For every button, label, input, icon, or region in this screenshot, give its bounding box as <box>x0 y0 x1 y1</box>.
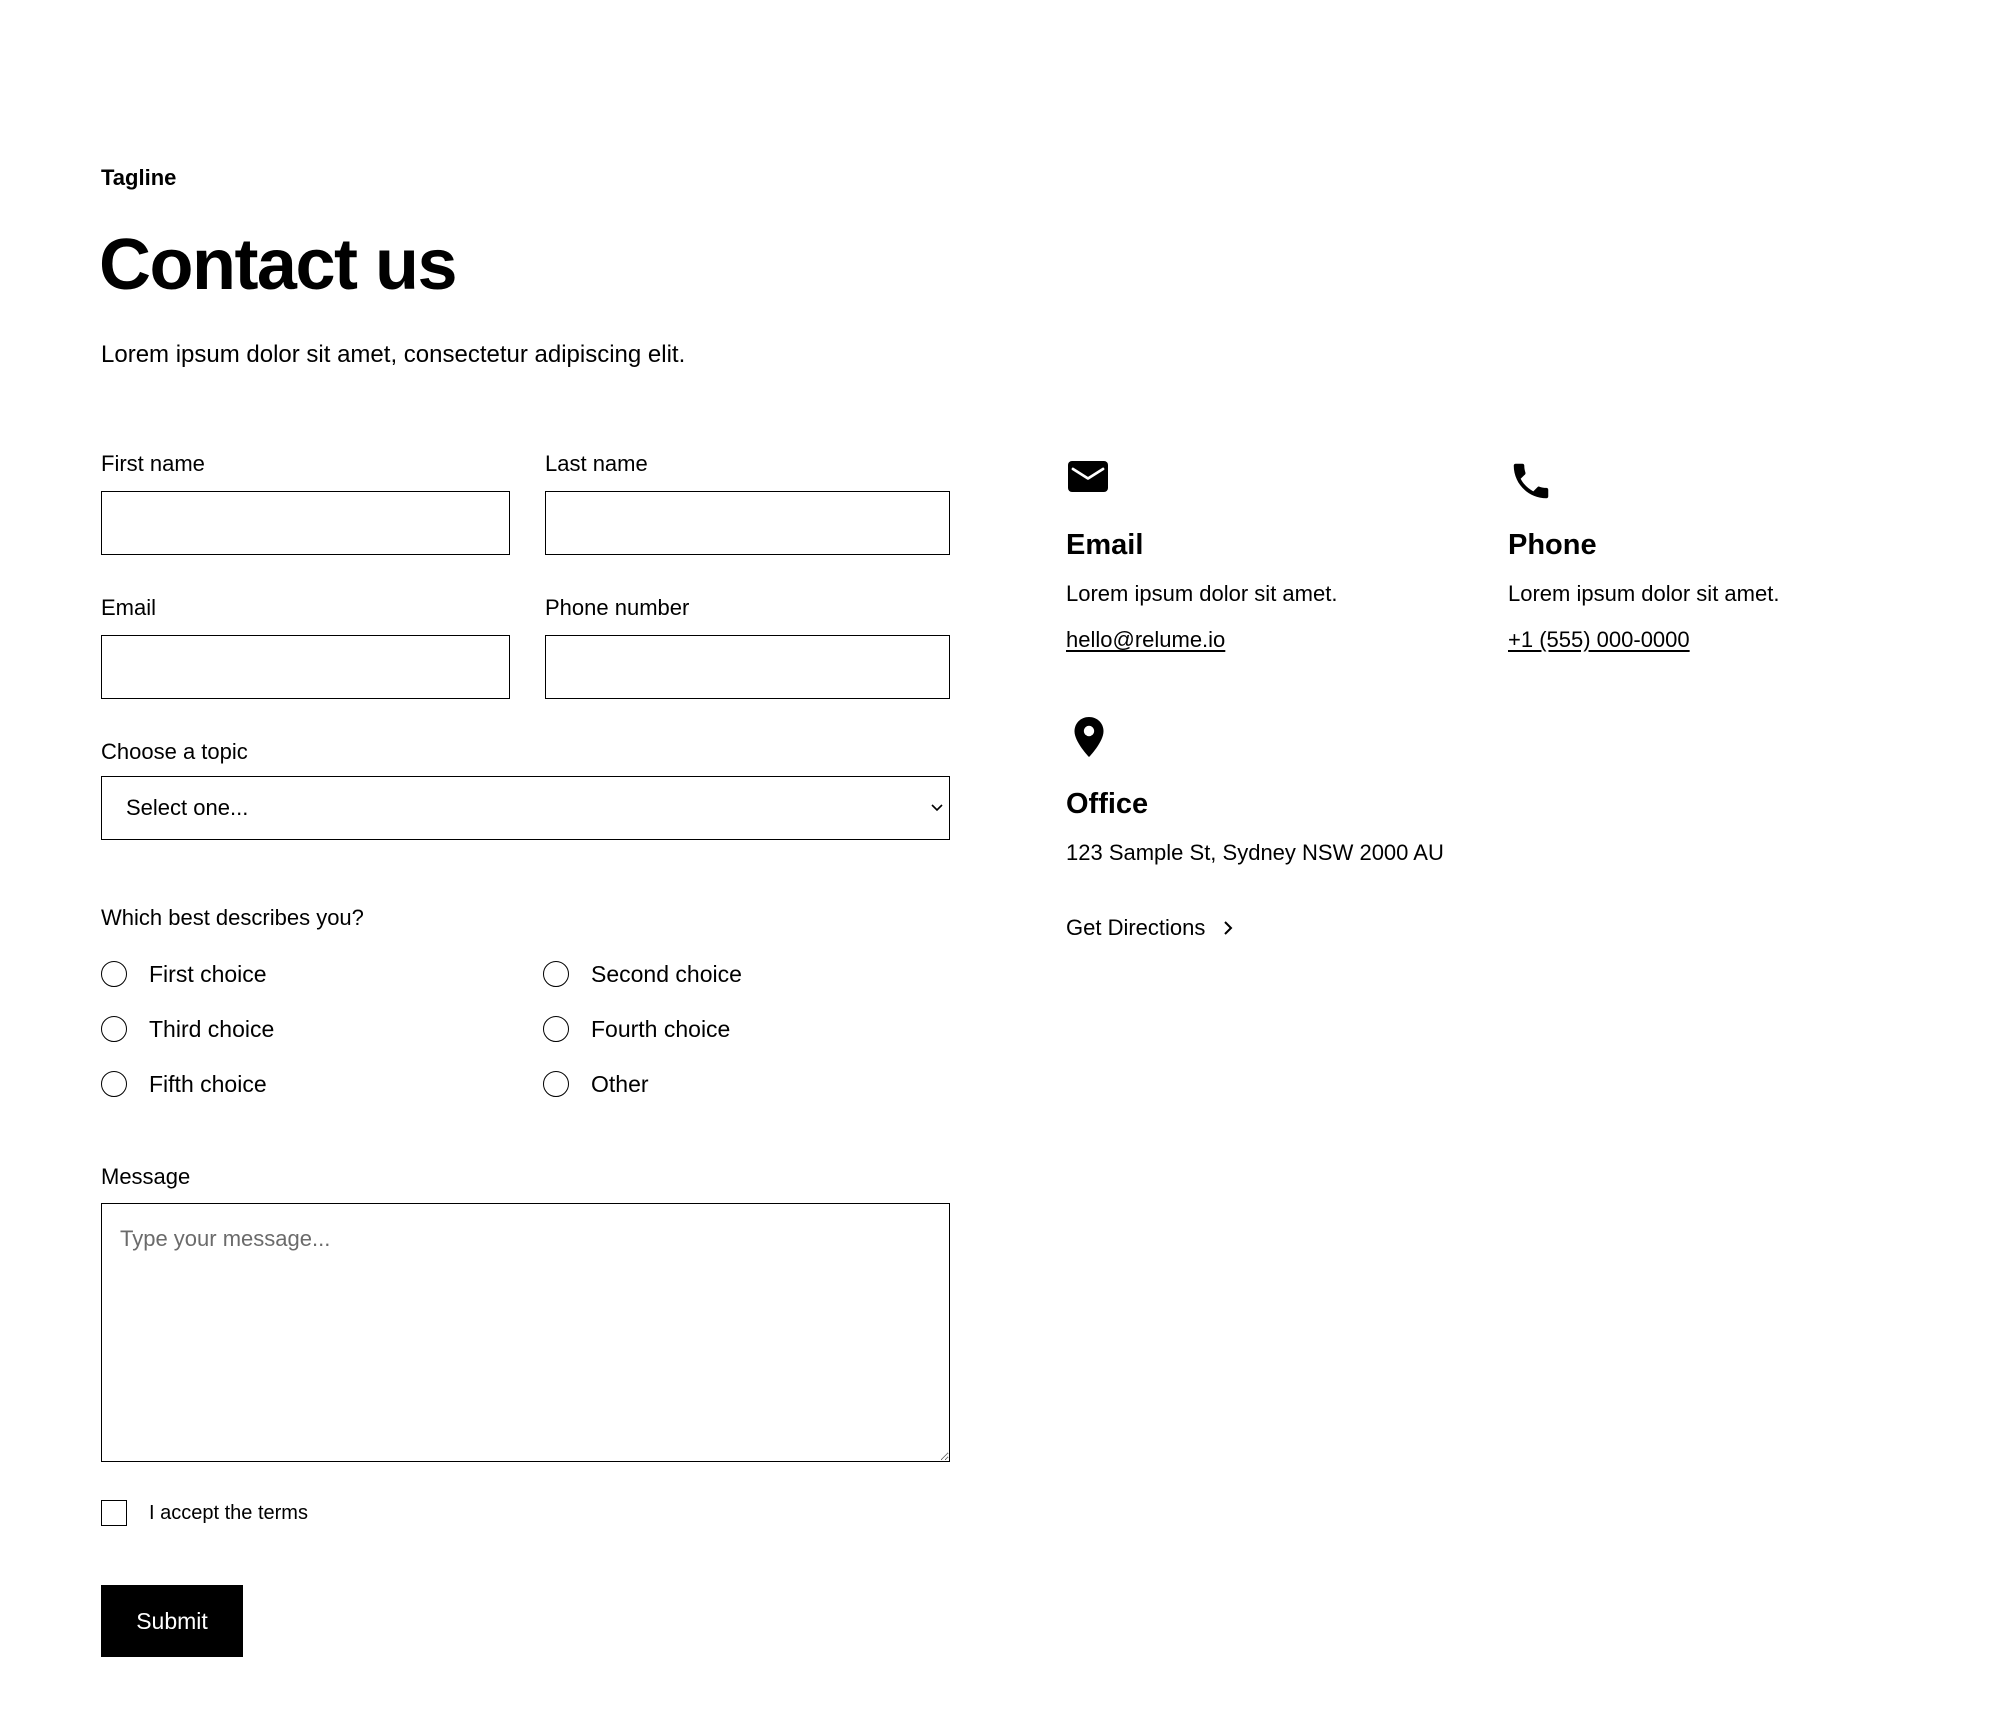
radio-option-label: Fourth choice <box>591 1016 731 1042</box>
radio-option-label: Second choice <box>591 961 742 987</box>
submit-button[interactable]: Submit <box>101 1585 243 1657</box>
first-name-label: First name <box>101 451 205 476</box>
get-directions-label: Get Directions <box>1066 915 1206 940</box>
last-name-label: Last name <box>545 451 648 476</box>
radio-button[interactable] <box>101 1016 127 1042</box>
message-label: Message <box>101 1164 191 1189</box>
chevron-down-icon <box>929 799 945 815</box>
message-textarea[interactable] <box>101 1203 950 1462</box>
phone-link[interactable]: +1 (555) 000-0000 <box>1508 627 1690 652</box>
first-name-field[interactable] <box>101 491 510 555</box>
terms-label[interactable]: I accept the terms <box>149 1502 308 1524</box>
radio-option-label: Other <box>591 1071 649 1097</box>
email-link[interactable]: hello@relume.io <box>1066 627 1226 652</box>
terms-checkbox[interactable] <box>101 1500 127 1526</box>
radio-button[interactable] <box>543 1071 569 1097</box>
email-label: Email <box>101 595 157 620</box>
email-field[interactable] <box>101 635 510 699</box>
radio-button[interactable] <box>101 961 127 987</box>
radio-button[interactable] <box>543 1016 569 1042</box>
radio-option-label: Third choice <box>149 1016 275 1042</box>
email-heading: Email <box>1066 529 1144 561</box>
last-name-field[interactable] <box>545 491 950 555</box>
intro-text: Lorem ipsum dolor sit amet, consectetur adipiscing elit. <box>101 341 686 368</box>
map-pin-icon <box>1066 714 1112 760</box>
phone-number-field[interactable] <box>545 635 950 699</box>
topic-select[interactable] <box>101 776 950 840</box>
envelope-icon <box>1066 456 1112 502</box>
topic-label: Choose a topic <box>101 739 248 764</box>
office-address: 123 Sample St, Sydney NSW 2000 AU <box>1066 840 1444 865</box>
phone-icon <box>1508 458 1554 504</box>
phone-heading: Phone <box>1508 529 1597 561</box>
phone-description: Lorem ipsum dolor sit amet. <box>1508 581 1780 606</box>
radio-option-label: Fifth choice <box>149 1071 267 1097</box>
topic-select-value: Select one... <box>126 795 249 820</box>
radio-button[interactable] <box>543 961 569 987</box>
describes-question: Which best describes you? <box>101 905 364 930</box>
page-title: Contact us <box>99 225 457 305</box>
radio-option-label: First choice <box>149 961 267 987</box>
tagline: Tagline <box>101 165 177 190</box>
office-heading: Office <box>1066 788 1149 820</box>
chevron-right-icon <box>1219 919 1237 937</box>
phone-number-label: Phone number <box>545 595 690 620</box>
radio-button[interactable] <box>101 1071 127 1097</box>
get-directions-link[interactable] <box>1066 913 1237 943</box>
email-description: Lorem ipsum dolor sit amet. <box>1066 581 1338 606</box>
